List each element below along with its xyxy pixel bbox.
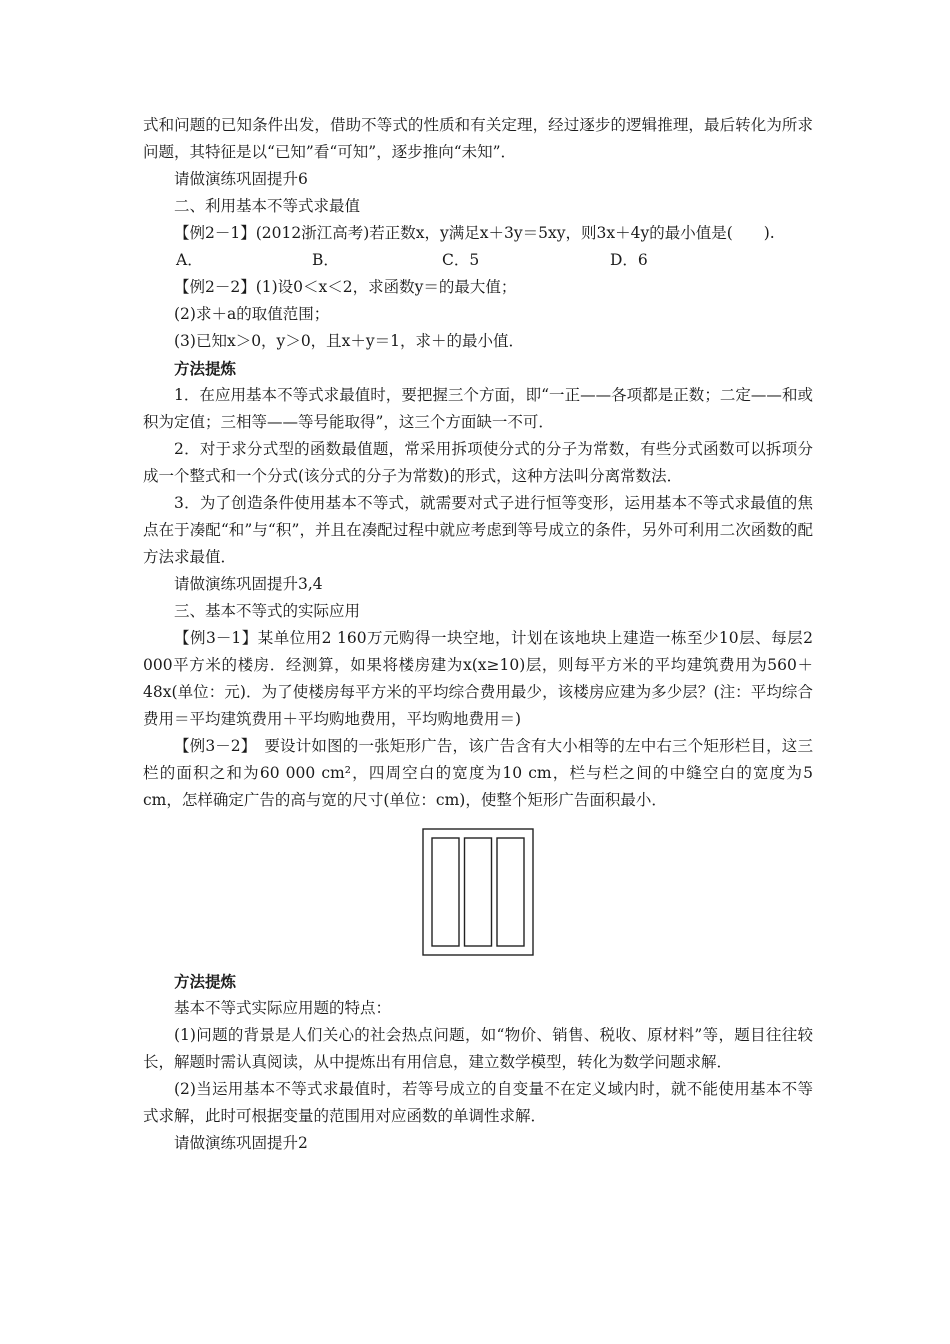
example-2-1: 【例2－1】(2012浙江高考)若正数x，y满足x＋3y＝5xy，则3x＋4y的最小值是( ).	[174, 224, 775, 242]
document-page	[143, 112, 813, 1157]
example-2-2-part2: (2)求＋a的取值范围；	[174, 305, 330, 323]
method-heading: 方法提炼	[174, 359, 237, 378]
right-column	[497, 838, 524, 946]
option-c: C．5	[442, 251, 480, 269]
example-2-2: 【例2－2】(1)设0＜x＜2，求函数y＝的最大值；	[174, 278, 517, 296]
practice-reference: 请做演练巩固提升2	[174, 1134, 308, 1152]
application-feature-2: (2)当运用基本不等式求最值时，若等号成立的自变量不在定义域内时，就不能使用基本不等式求解，此时可根据变量的范围用对应函数的单调性求解．	[143, 1080, 813, 1125]
three-column-rectangle-diagram	[422, 828, 534, 956]
middle-column	[465, 838, 492, 946]
method-point-3: 3．为了创造条件使用基本不等式，就需要对式子进行恒等变形，运用基本不等式求最值的焦点在于凑配“和”与“积”，并且在凑配过程中就应考虑到等号成立的条件，另外可利用二次函数的配方法求最值．	[143, 494, 813, 566]
method-point-2: 2．对于求分式型的函数最值题，常采用拆项使分式的分子为常数，有些分式函数可以拆项分成一个整式和一个分式(该分式的分子为常数)的形式，这种方法叫分离常数法．	[143, 440, 813, 485]
application-feature-1: (1)问题的背景是人们关心的社会热点问题，如“物价、销售、税收、原材料”等，题目往往较长，解题时需认真阅读，从中提炼出有用信息，建立数学模型，转化为数学问题求解．	[143, 1026, 813, 1071]
method-heading: 方法提炼	[174, 972, 237, 991]
example-3-1: 【例3－1】某单位用2 160万元购得一块空地，计划在该地块上建造一栋至少10层、每层2 000平方米的楼房．经测算，如果将楼房建为x(x≥10)层，则每平方米的平均建筑费用为560＋48x(单位：元)．为了使楼房每平方米的平均综合费用最少，该楼房应建为多少层？(注：平均综合费用＝平均建筑费用＋平均购地费用，平均购地费用＝)	[143, 629, 813, 728]
practice-reference: 请做演练巩固提升3,4	[174, 575, 323, 593]
example-3-2: 【例3－2】 要设计如图的一张矩形广告，该广告含有大小相等的左中右三个矩形栏目，这三栏的面积之和为60 000 cm²，四周空白的宽度为10 cm，栏与栏之间的中缝空白的宽度为5 cm，怎样确定广告的高与宽的尺寸(单位：cm)，使整个矩形广告面积最小．	[143, 737, 813, 809]
answer-options	[143, 247, 813, 274]
section-heading: 二、利用基本不等式求最值	[174, 197, 361, 215]
application-features-intro: 基本不等式实际应用题的特点：	[174, 999, 392, 1017]
outer-rectangle	[423, 829, 533, 955]
left-column	[432, 838, 459, 946]
example-2-2-part3: (3)已知x＞0，y＞0，且x＋y＝1，求＋的最小值．	[174, 332, 525, 350]
option-a: A．	[176, 251, 203, 269]
option-b: B．	[312, 251, 339, 269]
method-point-1: 1．在应用基本不等式求最值时，要把握三个方面，即“一正——各项都是正数；二定——和或积为定值；三相等——等号能取得”，这三个方面缺一不可．	[143, 386, 813, 431]
practice-reference: 请做演练巩固提升6	[174, 170, 308, 188]
option-d: D．6	[610, 251, 648, 269]
intro-paragraph: 式和问题的已知条件出发，借助不等式的性质和有关定理，经过逐步的逻辑推理，最后转化为所求问题，其特征是以“已知”看“可知”，逐步推向“未知”．	[143, 116, 813, 161]
section-heading: 三、基本不等式的实际应用	[174, 602, 361, 620]
advertisement-figure	[143, 828, 813, 956]
